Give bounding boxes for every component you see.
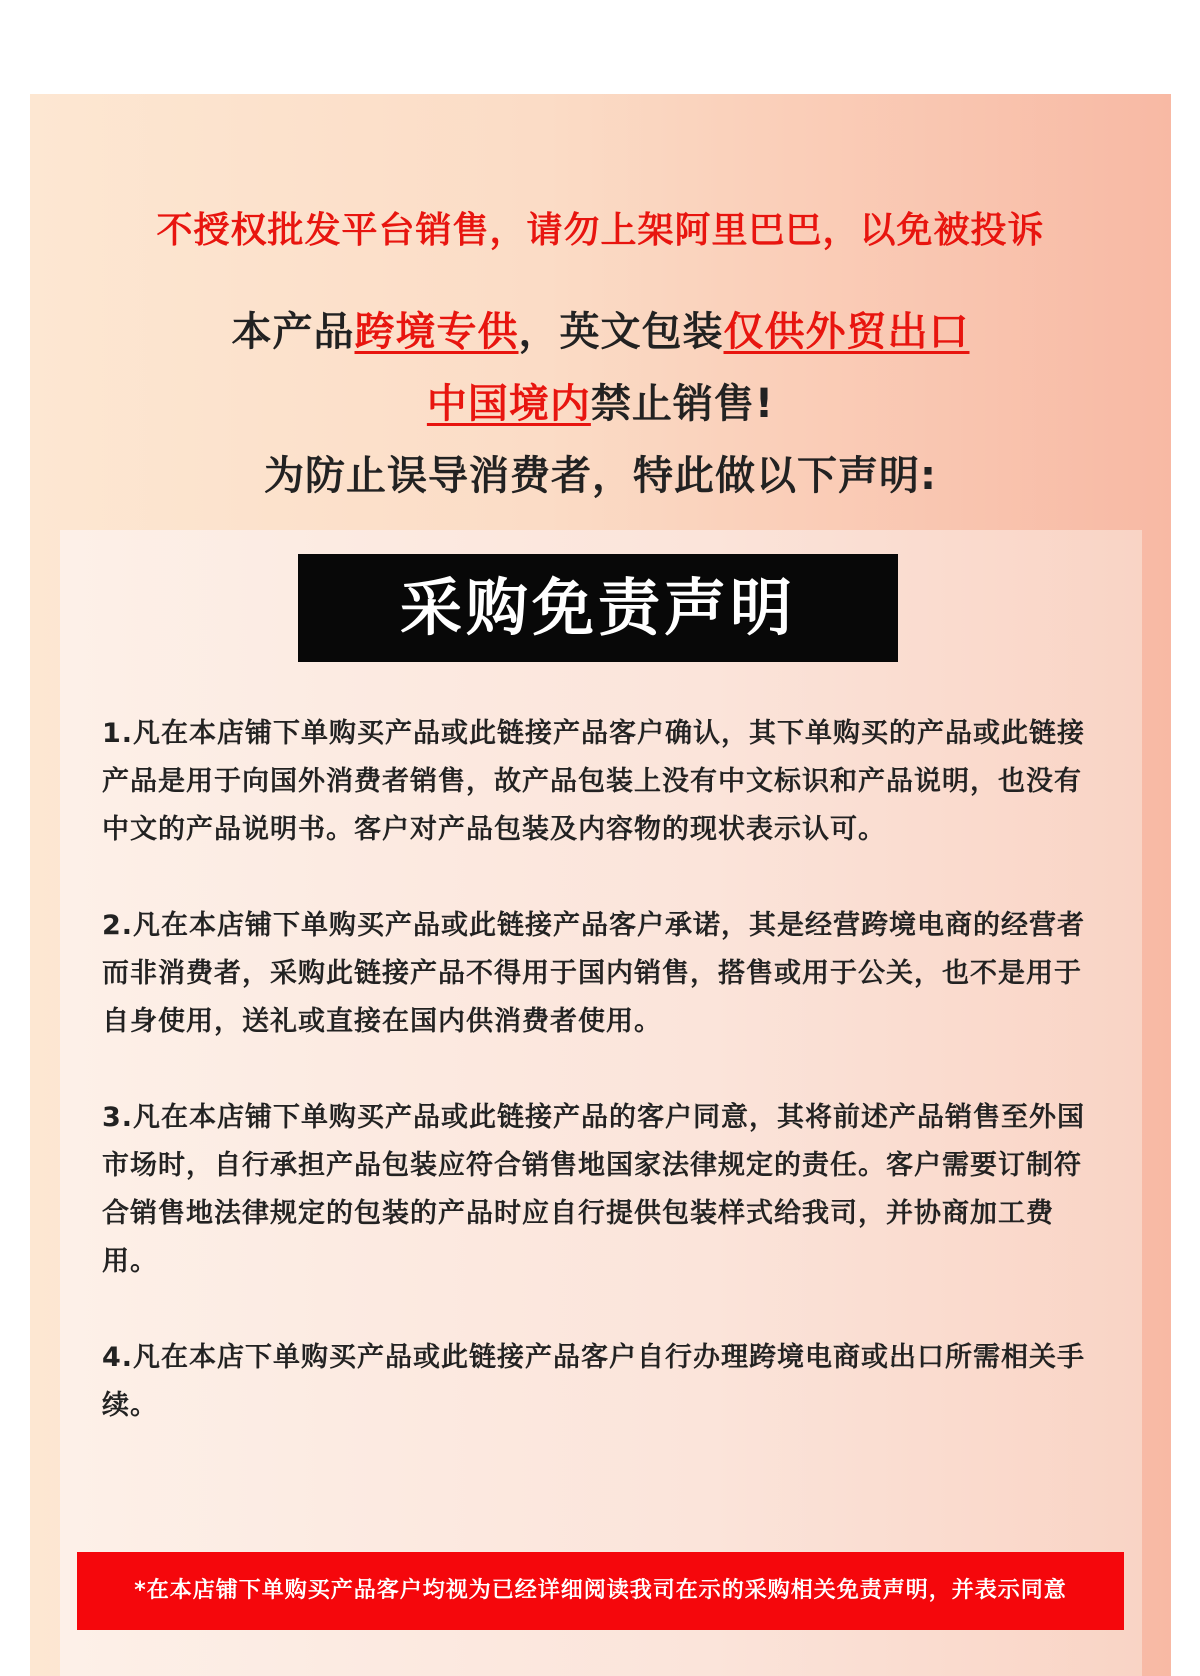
- disclaimer-panel: [60, 530, 1142, 1676]
- headline-middle: ，英文包装: [518, 309, 724, 355]
- clause-item: 3.凡在本店铺下单购买产品或此链接产品的客户同意，其将前述产品销售至外国市场时，自行承担产品包装应符合销售地国家法律规定的责任。客户需要订制符合销售地法律规定的包装的产品时应自行提供包装样式给我司，并协商加工费用。: [102, 1102, 1086, 1277]
- clause-item: 1.凡在本店铺下单购买产品或此链接产品客户确认，其下单购买的产品或此链接产品是用于向国外消费者销售，故产品包装上没有中文标识和产品说明，也没有中文的产品说明书。客户对产品包装及内容物的现状表示认可。: [102, 718, 1086, 845]
- disclaimer-card: [30, 94, 1171, 1676]
- headline-domestic-ban: [30, 372, 1171, 429]
- clause-item: 2.凡在本店铺下单购买产品或此链接产品客户承诺，其是经营跨境电商的经营者而非消费者，采购此链接产品不得用于国内销售，搭售或用于公关，也不是用于自身使用，送礼或直接在国内供消费者使用。: [102, 910, 1086, 1037]
- agreement-notice-bar: *在本店铺下单购买产品客户均视为已经详细阅读我司在示的采购相关免责声明，并表示同意: [77, 1552, 1124, 1630]
- headline-export-only: [30, 300, 1171, 357]
- headline-highlight-china: 中国境内: [426, 381, 591, 427]
- clause-list: [102, 710, 1102, 1478]
- headline-prefix: 本产品: [231, 309, 355, 355]
- headline-ban-text: 禁止销售!: [590, 381, 775, 427]
- headline-declaration-intro: 为防止误导消费者，特此做以下声明:: [264, 453, 937, 499]
- disclaimer-title-banner: 采购免责声明: [298, 554, 898, 662]
- headline-highlight-export: 仅供外贸出口: [723, 309, 970, 355]
- platform-warning: 不授权批发平台销售，请勿上架阿里巴巴，以免被投诉: [156, 210, 1045, 251]
- clause-item: 4.凡在本店下单购买产品或此链接产品客户自行办理跨境电商或出口所需相关手续。: [102, 1342, 1086, 1421]
- headline-highlight-cross-border: 跨境专供: [354, 309, 519, 355]
